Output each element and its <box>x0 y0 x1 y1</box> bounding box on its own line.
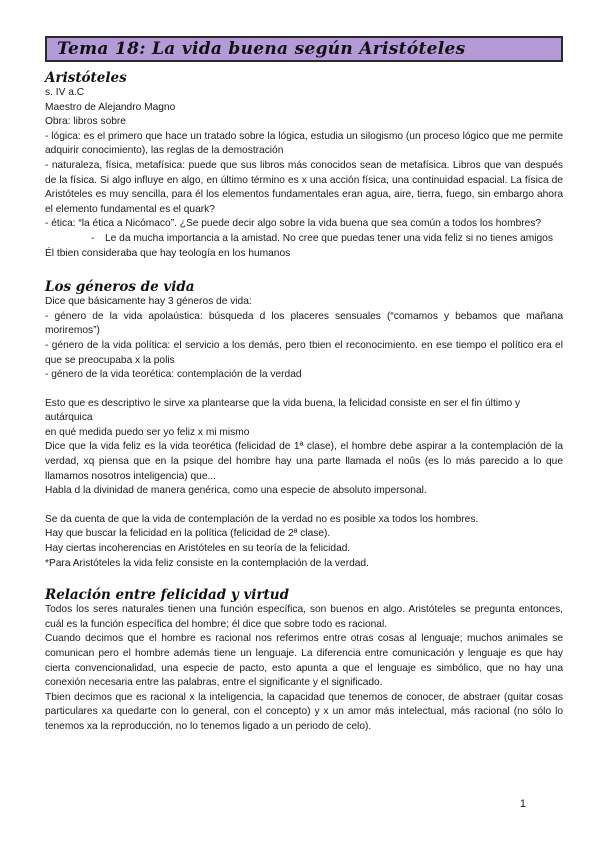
bullet-dash: - <box>91 232 95 244</box>
paragraph: - género de la vida política: el servicio a los demás, pero tbien el reconocimiento. en ese tiempo el político era el que se preocupaba x la polis <box>45 339 563 366</box>
paragraph: - naturaleza, física, metafísica: puede que sus libros más conocidos sean de metafísica. Libros que van después de la física. Si algo influye en algo, en último término es x una acción física, una continuidad espacial. La física de Aristóteles es muy sencilla, para él los elementos fundamentales eran agua, aire, tierra, fuego, sin embargo ahora el elemento fundamental es el quark? <box>45 159 563 215</box>
paragraph: Maestro de Alejandro Magno <box>45 101 176 113</box>
section-generos-de-vida <box>45 279 563 571</box>
paragraph: - lógica: es el primero que hace un tratado sobre la lógica, estudia un silogismo (un proceso lógico que me permite adquirir conocimiento), las reglas de la demostración <box>45 130 563 157</box>
page-number: 1 <box>519 798 526 810</box>
bullet-item <box>45 232 563 247</box>
paragraph: - ética: “la ética a Nicómaco”. ¿Se puede decir algo sobre la vida buena que sea común a todos los hombres? <box>45 218 542 230</box>
document-page <box>45 36 563 735</box>
paragraph: Hay ciertas incoherencias en Aristóteles en su teoría de la felicidad. <box>45 543 351 555</box>
section-felicidad-virtud <box>45 587 563 734</box>
section-heading: Los géneros de vida <box>45 279 195 296</box>
paragraph: s. IV a.C <box>45 87 85 98</box>
paragraph: Dice que básicamente hay 3 géneros de vida: <box>45 296 252 308</box>
paragraph: Tbien decimos que es racional x la inteligencia, la capacidad que tenemos de conocer, de abstraer (quitar cosas particulares xa quedarte con lo general, con el concepto) y x un amor más intelectual, más racional (no sólo lo tenemos xa la reproducción, no lo tenemos ligado a un periodo de celo). <box>45 691 563 732</box>
title-banner <box>45 36 563 62</box>
paragraph: - género de la vida apolaústica: búsqueda d los placeres sensuales (“comamos y bebamos que mañana moriremos”) <box>45 310 563 337</box>
section-heading: Relación entre felicidad y virtud <box>45 587 290 604</box>
page-title: Tema 18: La vida buena según Aristóteles <box>57 39 466 59</box>
paragraph: Esto que es descriptivo le sirve xa plantearse que la vida buena, la felicidad consiste en ser el fin último y autárquica <box>45 397 521 424</box>
paragraph: en qué medida puedo ser yo feliz x mi mismo <box>45 426 250 438</box>
paragraph: Cuando decimos que el hombre es racional nos referimos entre otras cosas al lenguaje; muchos animales se comunican pero el hombre además tiene un lenguaje. La diferencia entre comunicación y lenguaje es que hay cierta convencionalidad, una especie de pacto, esto apunta a que el lenguaje es simbólico, que no hay una conexión necesaria entre las palabras, entre el significante y el significado. <box>45 633 563 689</box>
paragraph: Hay que buscar la felicidad en la política (felicidad de 2ª clase). <box>45 528 331 540</box>
paragraph: Todos los seres naturales tienen una función específica, son buenos en algo. Aristóteles se pregunta entonces, cuál es la función específica del hombre; él dice que sobre todo es racional. <box>45 604 563 630</box>
paragraph: Dice que la vida feliz es la vida teorética (felicidad de 1ª clase), el hombre debe aspirar a la contemplación de la verdad, xq piensa que en la psique del hombre hay una parte llamada el noûs (es lo más parecido a lo que llamamos nosotros inteligencia) que... <box>45 441 563 482</box>
bullet-text: Le da mucha importancia a la amistad. No cree que puedas tener una vida feliz si no tienes amigos <box>105 232 553 244</box>
paragraph: Obra: libros sobre <box>45 116 126 128</box>
paragraph: - género de la vida teorética: contemplación de la verdad <box>45 369 302 381</box>
paragraph: Se da cuenta de que la vida de contemplación de la verdad no es posible xa todos los hombres. <box>45 513 479 525</box>
paragraph: Habla d la divinidad de manera genérica, como una especie de absoluto impersonal. <box>45 485 427 497</box>
paragraph: *Para Aristóteles la vida feliz consiste en la contemplación de la verdad. <box>45 557 369 569</box>
section-heading: Aristóteles <box>45 70 127 86</box>
section-aristoteles <box>45 70 563 261</box>
paragraph: Él tbien consideraba que hay teología en los humanos <box>45 247 291 259</box>
